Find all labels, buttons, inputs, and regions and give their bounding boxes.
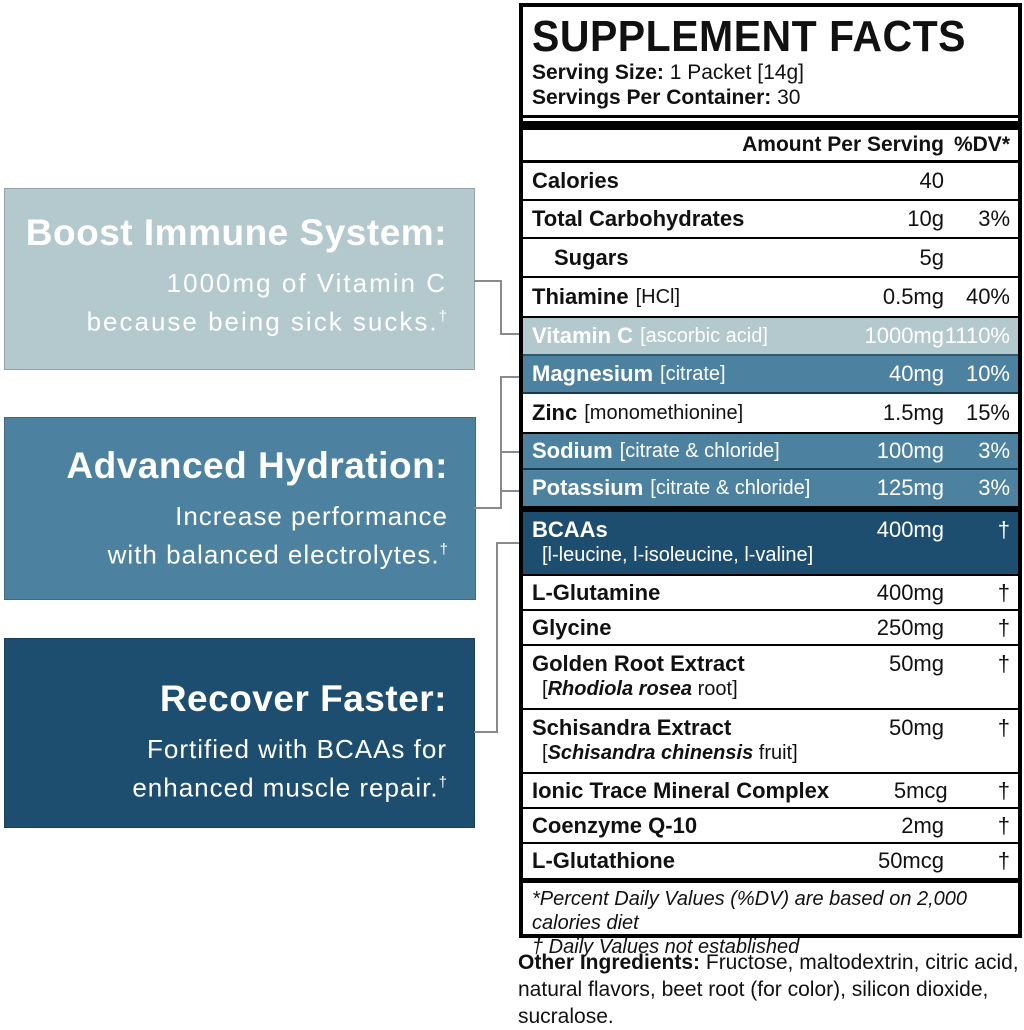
footnote-dagger: † Daily Values not established xyxy=(532,936,800,958)
column-header-row xyxy=(523,130,1018,163)
connector-recover-v xyxy=(496,542,498,733)
thick-divider xyxy=(523,121,1018,130)
footnotes xyxy=(523,878,1018,958)
table-row-calories: Calories 40 xyxy=(523,163,1018,201)
golden-root-species: [Rhodiola rosea root] xyxy=(542,678,738,700)
facts-header xyxy=(523,7,1018,118)
dagger-mark: † xyxy=(438,308,447,325)
table-row-coenzyme-q10: Coenzyme Q-10 2mg † xyxy=(523,809,1018,844)
connector-hydration-stub-magnesium xyxy=(500,376,520,378)
table-row-total-carbohydrates: Total Carbohydrates 10g 3% xyxy=(523,201,1018,239)
callout-line: because being sick sucks.† xyxy=(86,306,447,337)
callout-line: Increase performance xyxy=(175,501,448,531)
callout-line: 1000mg of Vitamin C xyxy=(166,268,447,298)
other-ingredients xyxy=(518,949,1024,1030)
amount-column-header: Amount Per Serving xyxy=(742,133,944,156)
table-row-potassium: Potassium [citrate & chloride] 125mg 3% xyxy=(523,470,1018,506)
table-row-golden-root-extract: Golden Root Extract 50mg † [Rhodiola rosea root] xyxy=(523,646,1018,710)
footnote-percent-dv: *Percent Daily Values (%DV) are based on 2,000 calories diet xyxy=(532,888,968,934)
dagger-mark: † xyxy=(438,774,447,791)
callout-recover-faster xyxy=(4,638,475,828)
callout-advanced-hydration xyxy=(4,417,476,600)
connector-immune-h1 xyxy=(474,280,502,282)
servings-per-container-line: Servings Per Container: 30 xyxy=(532,86,801,109)
callout-line: with balanced electrolytes.† xyxy=(107,539,448,570)
callout-title: Boost Immune System: xyxy=(25,212,447,253)
table-row-l-glutathione: L-Glutathione 50mcg † xyxy=(532,848,1010,873)
connector-hydration-stub-potassium xyxy=(500,490,520,492)
connector-hydration-h xyxy=(474,507,502,509)
callout-title: Recover Faster: xyxy=(159,678,447,719)
connector-hydration-v xyxy=(500,376,502,509)
other-ingredients-text: Fructose, maltodextrin, citric acid, natural flavors, beet root (for color), silicon dioxide, sucralose. xyxy=(518,951,1019,1028)
table-row-sugars: Sugars 5g xyxy=(523,239,1018,278)
connector-recover-h2 xyxy=(496,542,520,544)
table-row-vitamin-c: Vitamin C [ascorbic acid] 1000mg 1110% xyxy=(523,318,1018,356)
supplement-facts-panel xyxy=(519,3,1022,958)
table-row-ionic-trace-mineral-complex: Ionic Trace Mineral Complex 5mcg † xyxy=(523,774,1018,809)
callout-title: Advanced Hydration: xyxy=(66,445,448,486)
callout-boost-immune-system xyxy=(4,188,475,370)
table-row-schisandra-extract: Schisandra Extract 50mg † [Schisandra chinensis fruit] xyxy=(523,710,1018,774)
bcaas-components: [l-leucine, l-isoleucine, l-valine] xyxy=(542,544,814,566)
table-row-glycine: Glycine 250mg † xyxy=(523,611,1018,646)
table-row-sodium: Sodium [citrate & chloride] 100mg 3% xyxy=(523,434,1018,470)
table-row-zinc: Zinc [monomethionine] 1.5mg 15% xyxy=(523,394,1018,434)
connector-immune-v xyxy=(500,280,502,335)
table-row-l-glutamine: L-Glutamine 400mg † xyxy=(523,576,1018,611)
callout-line: Fortified with BCAAs for xyxy=(147,734,447,764)
serving-size-line: Serving Size: 1 Packet [14g] xyxy=(532,61,804,84)
dv-column-header: %DV* xyxy=(953,133,1010,156)
connector-recover-h1 xyxy=(474,731,498,733)
table-row-magnesium: Magnesium [citrate] 40mg 10% xyxy=(523,356,1018,394)
callout-line: enhanced muscle repair.† xyxy=(132,772,447,803)
table-row-bcaas: BCAAs 400mg † [l-leucine, l-isoleucine, l-valine] xyxy=(523,512,1018,576)
connector-hydration-stub-sodium xyxy=(500,451,520,453)
schisandra-species: [Schisandra chinensis fruit] xyxy=(542,742,798,764)
table-row-thiamine: Thiamine [HCl] 0.5mg 40% xyxy=(523,278,1018,318)
facts-title: SUPPLEMENT FACTS xyxy=(532,11,966,61)
other-ingredients-label: Other Ingredients: xyxy=(518,951,701,974)
connector-immune-h2 xyxy=(500,333,520,335)
dagger-mark: † xyxy=(439,541,448,558)
